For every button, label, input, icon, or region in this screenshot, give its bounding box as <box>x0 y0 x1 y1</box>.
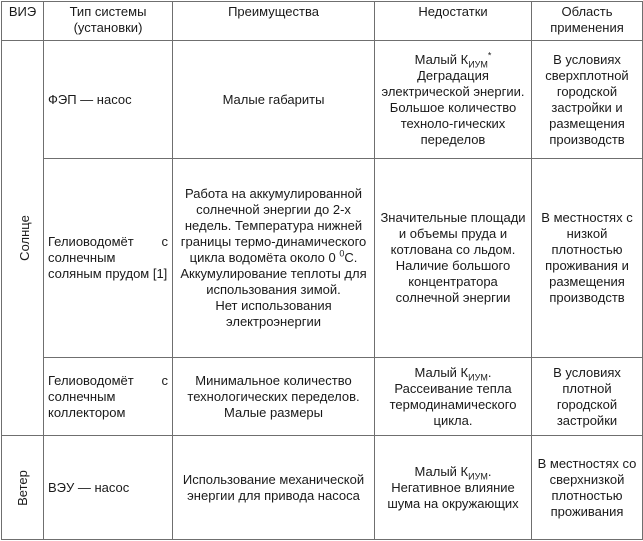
dis-subscript: ИУМ <box>468 372 488 383</box>
group-label-wind: Ветер <box>14 469 30 506</box>
advantages-cell: Малые габариты <box>173 41 375 159</box>
adv-superscript: 0 <box>339 248 345 259</box>
adv-text-1-end: С. <box>344 250 358 265</box>
table-row <box>2 358 643 436</box>
dis-text-2: Наличие большого концентратора солнечной энергии <box>395 258 511 305</box>
adv-text-1: Работа на аккумулированной солнечной энергии до 2-х недель. Температура нижней границы термо-динамического цикла водомёта около 0 <box>180 186 367 265</box>
dis-subscript: ИУМ <box>468 59 488 70</box>
header-advantages: Преимущества <box>173 2 375 41</box>
scope-cell: В условиях плотной городской застройки <box>532 358 643 436</box>
scope-cell: В местностях с низкой плотностью проживания и размещения производств <box>532 159 643 358</box>
table-row <box>2 41 643 159</box>
header-row <box>2 2 643 41</box>
dis-prefix: Малый К <box>414 364 469 380</box>
header-source: ВИЭ <box>2 2 44 41</box>
adv-text-2: Аккумулирование теплоты для использования зимой. <box>180 266 367 297</box>
group-cell-sun <box>2 41 44 436</box>
advantages-cell <box>173 159 375 358</box>
type-cell: Гелиоводомёт с солнечным соляным прудом [1] <box>44 159 173 358</box>
type-cell: Гелиоводомёт с солнечным коллектором <box>44 358 173 436</box>
header-scope: Область применения <box>532 2 643 41</box>
disadvantages-cell <box>375 159 532 358</box>
dis-text: . Рассеивание тепла термодинамического цикла. <box>389 364 517 428</box>
type-cell: ВЭУ — насос <box>44 436 173 540</box>
header-type: Тип системы (установки) <box>44 2 173 41</box>
advantages-cell: Использование механической энергии для привода насоса <box>173 436 375 540</box>
dis-superscript: * <box>487 50 492 61</box>
header-disadvantages: Недостатки <box>375 2 532 41</box>
dis-text: Деградация электрической энергии. Большое количество техноло-гических переделов <box>381 67 525 147</box>
comparison-table <box>1 1 643 540</box>
advantages-cell: Минимальное количество технологических переделов. Малые размеры <box>173 358 375 436</box>
group-label-sun: Солнце <box>16 215 32 261</box>
dis-text: . Негативное влияние шума на окружающих <box>387 463 519 511</box>
dis-text-1: Значительные площади и объемы пруда и котлована со льдом. <box>380 210 526 257</box>
table-row <box>2 436 643 540</box>
type-cell: ФЭП — насос <box>44 41 173 159</box>
scope-cell: В условиях сверхплотной городской застройки и размещения производств <box>532 41 643 159</box>
table-row <box>2 159 643 358</box>
disadvantages-cell <box>375 41 532 159</box>
dis-subscript: ИУМ <box>468 471 488 482</box>
dis-prefix: Малый К <box>414 51 469 67</box>
dis-prefix: Малый К <box>414 463 469 479</box>
adv-text-3: Нет использования электроэнергии <box>215 298 332 329</box>
scope-cell: В местностях со сверхнизкой плотностью проживания <box>532 436 643 540</box>
disadvantages-cell <box>375 436 532 540</box>
group-cell-wind <box>2 436 44 540</box>
disadvantages-cell <box>375 358 532 436</box>
